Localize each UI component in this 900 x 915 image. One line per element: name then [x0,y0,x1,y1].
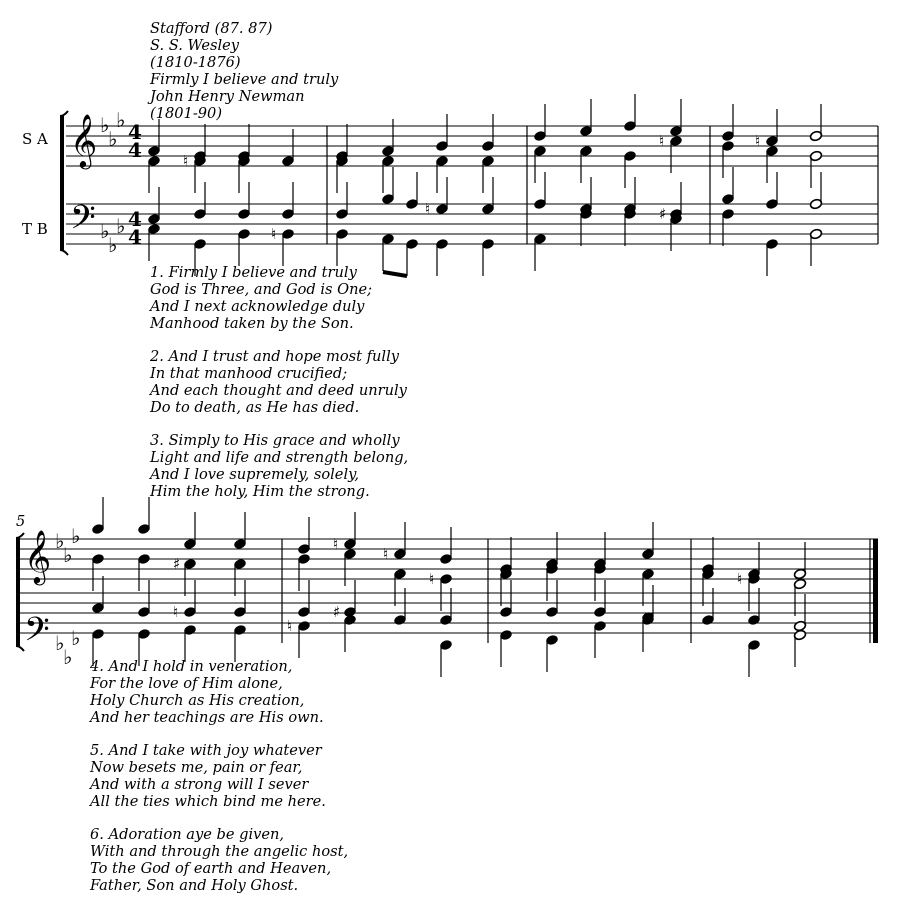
beam [383,272,407,276]
note [333,512,357,553]
verse-4-line-4: And her teachings are His own. [90,709,324,726]
key-signature-bass [55,626,80,669]
note [193,124,206,162]
natural-icon: ♮ [333,535,339,553]
note [281,129,294,167]
verse-5-line-1: 5. And I take with joy whatever [90,742,322,759]
note [237,124,250,162]
flat-icon: ♭ [100,219,110,243]
verse-1-line-4: Manhood taken by the Son. [150,315,354,332]
verse-1-line-1: 1. Firmly I believe and truly [150,264,357,281]
flat-icon: ♭ [108,233,118,257]
composer-dates: (1810-1876) [150,54,241,71]
final-barline [873,539,878,643]
verse-3-line-1: 3. Simply to His grace and wholly [150,432,400,449]
verse-6-line-2: With and through the angelic host, [90,843,349,860]
verse-1-line-3: And I next acknowledge duly [150,298,365,315]
note [499,537,512,575]
note [669,99,682,137]
note [435,238,448,276]
flat-icon: ♭ [63,543,73,567]
flat-icon: ♭ [71,626,81,650]
verse-2-line-1: 2. And I trust and hope most fully [150,348,399,365]
bass-staff [66,204,878,244]
flat-icon: ♭ [108,127,118,151]
treble-clef-icon: 𝄞 [70,113,98,167]
time-signature-bass [128,207,142,249]
bracket-bottom-hook [60,250,68,255]
note [183,512,196,550]
treble-clef-icon: 𝄞 [24,529,52,583]
verse-1-line-2: God is Three, and God is One; [150,281,373,298]
composer-name: S. S. Wesley [150,37,239,54]
note [435,114,448,152]
note [429,570,453,611]
natural-icon: ♮ [737,570,743,588]
key-signature-bass [100,214,125,257]
bass-clef-icon: 𝄢 [70,199,96,245]
note [405,172,418,210]
bracket-bottom-hook [16,646,24,651]
note [137,497,150,535]
verse-3-line-4: Him the holy, Him the strong. [150,483,370,500]
note [173,555,197,596]
natural-icon: ♮ [425,200,431,218]
verse-3-line-2: Light and life and strength belong, [150,449,409,466]
natural-icon: ♮ [659,132,665,150]
verse-4-line-2: For the love of Him alone, [90,675,283,692]
natural-icon: ♮ [271,225,277,243]
note [91,497,104,535]
verse-3-line-3: And I love supremely, solely, [150,466,360,483]
system-2 [16,497,878,677]
beam [393,167,417,169]
note [623,94,636,132]
note [381,233,394,271]
staff-label-tenor-bass: T B [22,220,48,238]
verse-6-line-1: 6. Adoration aye be given, [90,826,285,843]
verse-4-line-1: 4. And I hold in veneration, [90,658,293,675]
note [809,228,822,266]
note [335,228,348,266]
staff-label-soprano-alto: S A [22,130,48,148]
verse-6-line-3: To the God of earth and Heaven, [90,860,332,877]
verse-5-line-4: All the ties which bind me here. [90,793,326,810]
flat-icon: ♭ [71,524,81,548]
hymn-header [147,20,339,122]
tune-name: Stafford (87. 87) [150,20,273,37]
note [381,119,394,157]
time-signature-treble [128,120,142,162]
notes [91,497,806,677]
barlines [282,539,870,643]
flat-icon: ♭ [116,214,126,238]
flat-icon: ♭ [63,645,73,669]
note [481,114,494,152]
note [593,620,606,658]
note [281,182,294,220]
note [659,132,683,173]
natural-icon: ♮ [429,570,435,588]
note [335,124,348,162]
note [755,109,779,150]
note [233,512,246,550]
note [809,104,822,142]
time-sig-top: 4 [128,120,142,144]
natural-icon: ♮ [287,617,293,635]
sharp-icon: ♯ [659,205,667,223]
flat-icon: ♭ [55,631,65,655]
note [233,624,246,662]
time-sig-bottom: 4 [128,138,142,162]
note [545,532,558,570]
measure-number: 5 [16,513,26,530]
verse-6-line-4: Father, Son and Holy Ghost. [90,877,299,894]
author-name: John Henry Newman [150,88,305,105]
note [271,225,295,266]
note [439,639,452,677]
natural-icon: ♮ [383,545,389,563]
note [533,104,546,142]
note [333,580,357,621]
time-sig-top: 4 [128,207,142,231]
sharp-icon: ♯ [333,603,341,621]
verses-block-2 [88,658,348,894]
note [641,522,654,560]
bracket-top-hook [60,111,68,116]
note [701,537,714,575]
note [765,238,778,276]
note [721,208,734,246]
verses-block-1 [148,264,408,500]
note [721,104,734,142]
key-signature-treble [55,524,80,567]
note [579,99,592,137]
note [147,223,160,261]
note [669,213,682,251]
note [533,233,546,271]
note [147,119,160,157]
hymn-title: Firmly I believe and truly [150,71,339,88]
note [439,527,452,565]
verse-2-line-2: In that manhood crucified; [150,365,348,382]
note [579,208,592,246]
note [793,629,806,667]
flat-icon: ♭ [100,113,110,137]
natural-icon: ♮ [173,603,179,621]
note [793,542,806,580]
verse-4-line-3: Holy Church as His creation, [90,692,305,709]
verse-2-line-3: And each thought and deed unruly [150,382,407,399]
bracket-top-hook [16,533,24,538]
note [747,639,760,677]
verse-2-line-4: Do to death, as He has died. [150,399,360,416]
notes [147,94,822,276]
note [405,238,418,276]
barlines [327,126,878,244]
note [297,517,310,555]
note [383,522,407,563]
note [545,634,558,672]
author-dates: (1801-90) [150,105,223,122]
time-sig-bottom: 4 [128,225,142,249]
sharp-icon: ♯ [173,555,181,573]
natural-icon: ♮ [183,152,189,170]
flat-icon: ♭ [55,529,65,553]
note [623,208,636,246]
key-signature-treble [100,108,125,151]
note [481,238,494,276]
verse-5-line-3: And with a strong will I sever [90,776,309,793]
note [593,532,606,570]
note [747,542,760,580]
note [499,629,512,667]
note [183,624,196,662]
verse-5-line-2: Now besets me, pain or fear, [90,759,303,776]
bass-clef-icon: 𝄢 [24,611,50,657]
note [237,228,250,266]
natural-icon: ♮ [755,132,761,150]
flat-icon: ♭ [116,108,126,132]
